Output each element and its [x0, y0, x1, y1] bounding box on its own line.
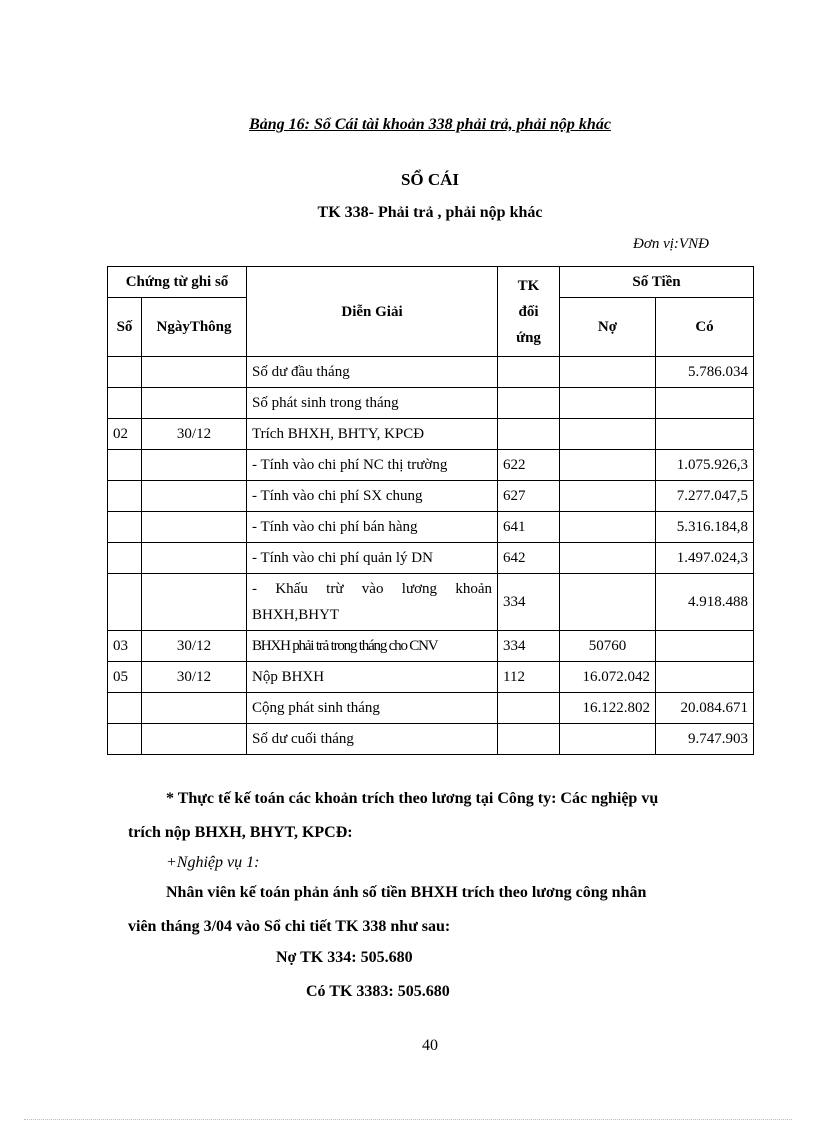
journal-entry-debit: Nợ TK 334: 505.680 — [276, 949, 413, 966]
cell-so — [108, 693, 142, 724]
table-row — [108, 693, 754, 724]
cell-dien-giai: - Khấu trừ vào lương khoản BHXH,BHYT — [247, 574, 498, 631]
cell-so: 05 — [108, 662, 142, 693]
table-row — [108, 543, 754, 574]
body-paragraph-2-line-1: Nhân viên kế toán phản ánh số tiền BHXH trích theo lương công nhân — [166, 884, 647, 901]
cell-so — [108, 357, 142, 388]
header-so: Số — [108, 298, 142, 357]
cell-no — [560, 481, 656, 512]
page-bottom-divider — [24, 1119, 792, 1120]
cell-tk: 622 — [498, 450, 560, 481]
cell-ngay — [142, 357, 247, 388]
cell-ngay — [142, 724, 247, 755]
cell-no: 50760 — [560, 631, 656, 662]
cell-so: 03 — [108, 631, 142, 662]
cell-dien-giai: Cộng phát sinh tháng — [247, 693, 498, 724]
cell-no — [560, 724, 656, 755]
cell-co: 20.084.671 — [656, 693, 754, 724]
cell-no — [560, 419, 656, 450]
table-row — [108, 388, 754, 419]
cell-so — [108, 512, 142, 543]
cell-ngay — [142, 388, 247, 419]
header-co: Có — [656, 298, 754, 357]
cell-ngay — [142, 512, 247, 543]
cell-ngay — [142, 481, 247, 512]
header-tk-doi-ung — [498, 267, 560, 357]
cell-dien-giai: Nộp BHXH — [247, 662, 498, 693]
ledger-table — [107, 266, 754, 755]
journal-entry-credit: Có TK 3383: 505.680 — [306, 983, 450, 1000]
cell-no — [560, 450, 656, 481]
cell-tk: 334 — [498, 631, 560, 662]
header-tk-line2: đối — [518, 303, 539, 320]
cell-no — [560, 543, 656, 574]
header-tk-line1: TK — [517, 277, 540, 294]
body-paragraph-1-line-1: * Thực tế kế toán các khoản trích theo lương tại Công ty: Các nghiệp vụ — [166, 790, 659, 807]
cell-dien-giai: BHXH phải trả trong tháng cho CNV — [247, 631, 498, 662]
cell-co — [656, 631, 754, 662]
cell-dien-giai: - Tính vào chi phí SX chung — [247, 481, 498, 512]
cell-tk — [498, 419, 560, 450]
table-row — [108, 357, 754, 388]
cell-ngay: 30/12 — [142, 631, 247, 662]
body-paragraph-2-line-2: viên tháng 3/04 vào Sổ chi tiết TK 338 như sau: — [128, 918, 451, 935]
cell-no — [560, 512, 656, 543]
table-row — [108, 574, 754, 631]
cell-co: 5.316.184,8 — [656, 512, 754, 543]
cell-so: 02 — [108, 419, 142, 450]
cell-co — [656, 419, 754, 450]
cell-so — [108, 724, 142, 755]
cell-so — [108, 481, 142, 512]
cell-ngay — [142, 574, 247, 631]
cell-no — [560, 357, 656, 388]
header-tk-line3: ứng — [516, 329, 541, 346]
cell-dien-giai: Số phát sinh trong tháng — [247, 388, 498, 419]
table-row — [108, 662, 754, 693]
cell-tk: 112 — [498, 662, 560, 693]
header-so-tien: Số Tiền — [560, 267, 754, 298]
table-row — [108, 450, 754, 481]
table-row — [108, 724, 754, 755]
cell-ngay — [142, 450, 247, 481]
cell-no: 16.072.042 — [560, 662, 656, 693]
cell-tk — [498, 724, 560, 755]
header-ngay: NgàyThông — [142, 298, 247, 357]
cell-ngay — [142, 543, 247, 574]
ledger-title: SỔ CÁI — [400, 170, 460, 189]
cell-ngay — [142, 693, 247, 724]
table-row — [108, 481, 754, 512]
cell-so — [108, 543, 142, 574]
cell-tk — [498, 388, 560, 419]
cell-no: 16.122.802 — [560, 693, 656, 724]
cell-co: 1.075.926,3 — [656, 450, 754, 481]
header-chung-tu: Chứng từ ghi sổ — [108, 267, 247, 298]
cell-co: 7.277.047,5 — [656, 481, 754, 512]
cell-co — [656, 388, 754, 419]
cell-so — [108, 388, 142, 419]
cell-co — [656, 662, 754, 693]
cell-no — [560, 388, 656, 419]
cell-tk: 334 — [498, 574, 560, 631]
table-row — [108, 512, 754, 543]
cell-co: 1.497.024,3 — [656, 543, 754, 574]
cell-dien-giai: - Tính vào chi phí NC thị trường — [247, 450, 498, 481]
cell-tk: 642 — [498, 543, 560, 574]
cell-co: 4.918.488 — [656, 574, 754, 631]
cell-tk: 641 — [498, 512, 560, 543]
cell-co: 5.786.034 — [656, 357, 754, 388]
cell-no — [560, 574, 656, 631]
cell-dien-giai: Số dư cuối tháng — [247, 724, 498, 755]
nghiep-vu-heading: +Nghiệp vụ 1: — [166, 854, 260, 871]
cell-dien-giai: - Tính vào chi phí bán hàng — [247, 512, 498, 543]
table-caption: Bảng 16: Sổ Cái tài khoản 338 phải trả, phải nộp khác — [249, 116, 611, 133]
cell-ngay: 30/12 — [142, 419, 247, 450]
cell-tk — [498, 357, 560, 388]
cell-ngay: 30/12 — [142, 662, 247, 693]
cell-so — [108, 574, 142, 631]
currency-unit: Đơn vị:VNĐ — [633, 236, 709, 252]
cell-so — [108, 450, 142, 481]
header-no: Nợ — [560, 298, 656, 357]
cell-dien-giai: - Tính vào chi phí quản lý DN — [247, 543, 498, 574]
ledger-subtitle: TK 338- Phải trả , phải nộp khác — [317, 204, 543, 221]
cell-dien-giai: Số dư đầu tháng — [247, 357, 498, 388]
page-number: 40 — [422, 1037, 438, 1054]
cell-dien-giai: Trích BHXH, BHTY, KPCĐ — [247, 419, 498, 450]
cell-tk — [498, 693, 560, 724]
table-row — [108, 419, 754, 450]
cell-co: 9.747.903 — [656, 724, 754, 755]
cell-tk: 627 — [498, 481, 560, 512]
header-dien-giai: Diễn Giải — [247, 267, 498, 357]
table-row — [108, 631, 754, 662]
body-paragraph-1-line-2: trích nộp BHXH, BHYT, KPCĐ: — [128, 824, 353, 841]
